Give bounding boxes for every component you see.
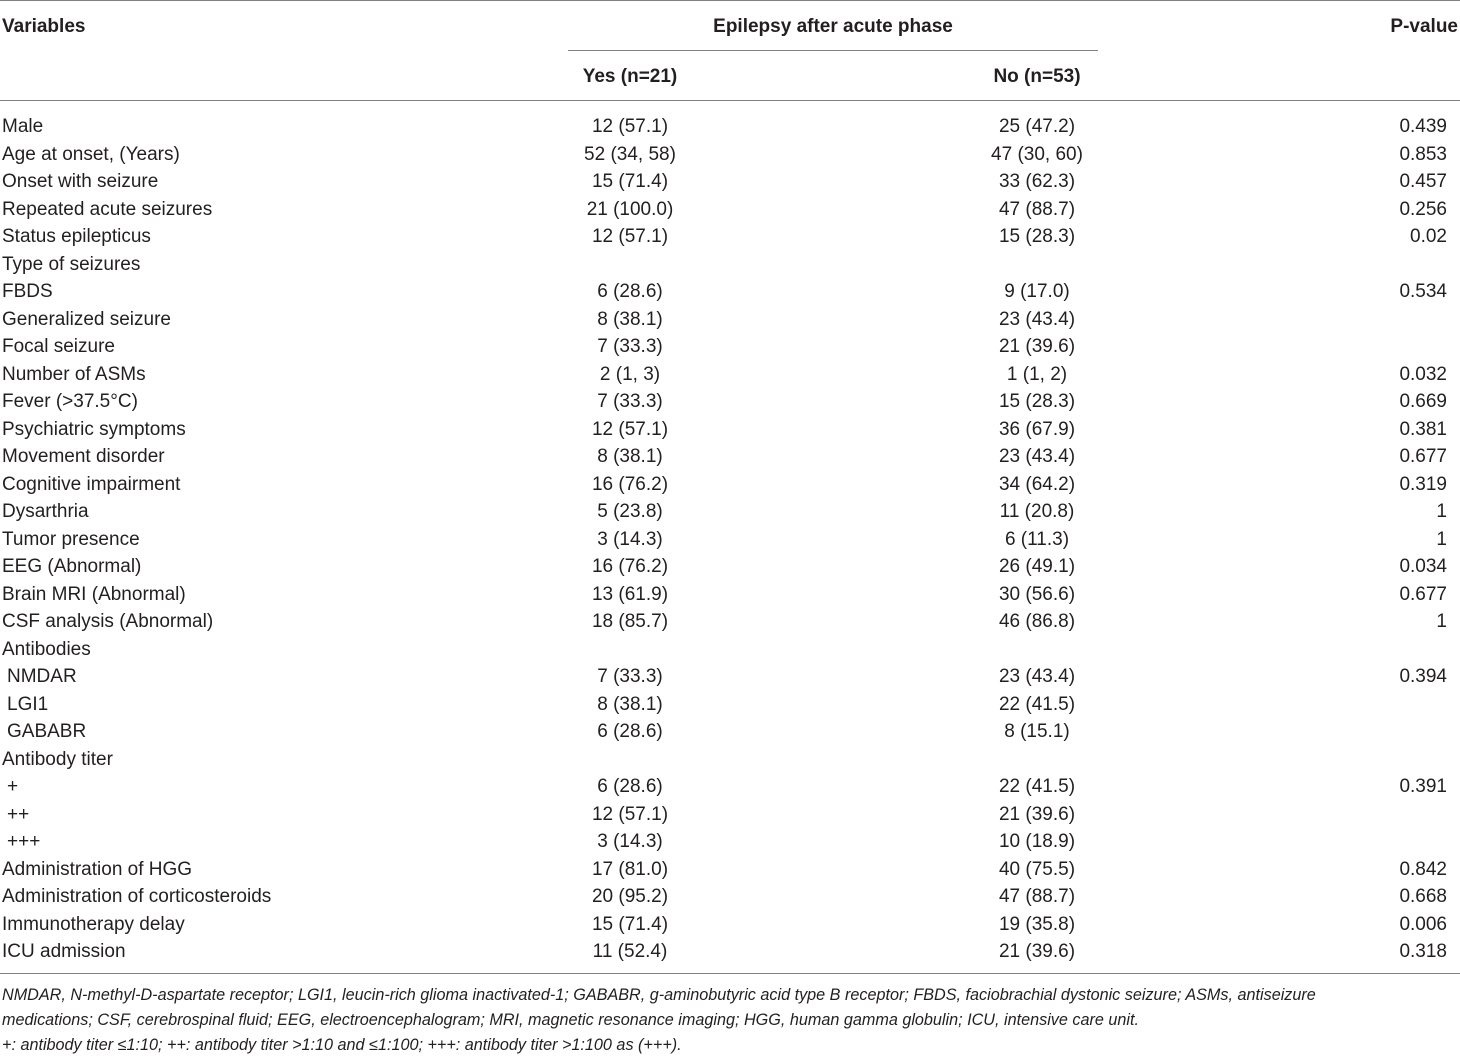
cell-no: 47 (30, 60)	[991, 143, 1083, 165]
cell-yes: 7 (33.3)	[597, 666, 663, 687]
cell-yes: 20 (95.2)	[591, 886, 669, 907]
table-row	[0, 498, 1460, 526]
cell-yes: 21 (100.0)	[586, 198, 674, 220]
table-row	[0, 608, 1460, 636]
cell-pvalue: 1	[1436, 611, 1447, 632]
cell-pvalue: 0.006	[1399, 913, 1447, 935]
table-row	[0, 333, 1460, 361]
cell-no: 19 (35.8)	[998, 913, 1076, 935]
cell-yes: 18 (85.7)	[591, 611, 669, 632]
row-label: EEG (Abnormal)	[2, 556, 142, 577]
cell-pvalue: 0.534	[1399, 281, 1447, 302]
row-label: Immunotherapy delay	[2, 913, 185, 935]
footnote-line: NMDAR, N-methyl-D-aspartate receptor; LGI1, leucin-rich glioma inactivated-1; GABABR, g-aminobutyric acid type B receptor; FBDS, faciobrachial dystonic seizure; ASMs, antiseizure	[2, 986, 1316, 1004]
row-label: Onset with seizure	[2, 171, 159, 192]
group-header-rule	[568, 50, 1098, 51]
cell-yes: 12 (57.1)	[591, 116, 669, 137]
row-label: Focal seizure	[2, 336, 115, 357]
row-label: Number of ASMs	[2, 363, 146, 385]
cell-yes: 17 (81.0)	[591, 858, 669, 880]
table-row	[0, 856, 1460, 884]
table-row	[0, 746, 1460, 774]
row-label: Age at onset, (Years)	[2, 143, 180, 165]
cell-pvalue: 0.842	[1399, 858, 1447, 880]
table-row	[0, 636, 1460, 664]
cell-yes: 16 (76.2)	[591, 473, 669, 495]
cell-no: 6 (11.3)	[1004, 528, 1070, 550]
cell-pvalue: 0.394	[1399, 666, 1447, 687]
table-row	[0, 828, 1460, 856]
cell-yes: 6 (28.6)	[597, 281, 663, 302]
cell-no: 21 (39.6)	[998, 336, 1076, 357]
cell-yes: 2 (1, 3)	[599, 363, 661, 385]
cell-pvalue: 1	[1436, 501, 1447, 522]
cell-yes: 7 (33.3)	[597, 336, 663, 357]
row-label: FBDS	[2, 281, 53, 302]
cell-yes: 16 (76.2)	[591, 556, 669, 577]
table-row	[0, 278, 1460, 306]
cell-yes: 6 (28.6)	[597, 721, 663, 742]
row-label: NMDAR	[7, 666, 77, 687]
cell-yes: 11 (52.4)	[592, 941, 668, 962]
table-row	[0, 168, 1460, 196]
table-row	[0, 251, 1460, 279]
cell-pvalue: 0.381	[1399, 418, 1447, 440]
table-row	[0, 388, 1460, 416]
cell-pvalue: 1	[1436, 528, 1447, 550]
table-footnotes	[2, 983, 1458, 1058]
header-group: Epilepsy after acute phase	[713, 16, 953, 37]
cell-no: 25 (47.2)	[998, 116, 1076, 137]
cell-yes: 12 (57.1)	[591, 226, 669, 247]
cell-yes: 6 (28.6)	[597, 776, 663, 797]
cell-pvalue: 0.318	[1399, 941, 1447, 962]
row-label: Male	[2, 116, 44, 137]
row-label: GABABR	[7, 721, 87, 742]
row-label: Administration of HGG	[2, 858, 193, 880]
table-row	[0, 773, 1460, 801]
row-label: +++	[7, 831, 41, 852]
table-row	[0, 223, 1460, 251]
row-label: Movement disorder	[2, 446, 165, 467]
table-row	[0, 526, 1460, 554]
footnote-line: medications; CSF, cerebrospinal fluid; EEG, electroencephalogram; MRI, magnetic resonance imaging; HGG, human gamma globulin; ICU, intensive care unit.	[2, 1011, 1139, 1029]
cell-yes: 7 (33.3)	[597, 391, 663, 412]
row-label: +	[7, 776, 19, 797]
cell-yes: 3 (14.3)	[597, 831, 663, 852]
row-label: Administration of corticosteroids	[2, 886, 272, 907]
cell-pvalue: 0.256	[1399, 198, 1447, 220]
table-row	[0, 361, 1460, 389]
cell-no: 22 (41.5)	[998, 693, 1076, 715]
cell-no: 26 (49.1)	[998, 556, 1076, 577]
cell-no: 15 (28.3)	[998, 391, 1076, 412]
table-row	[0, 718, 1460, 746]
row-label: Repeated acute seizures	[2, 198, 213, 220]
cell-pvalue: 0.02	[1410, 226, 1447, 247]
row-label: CSF analysis (Abnormal)	[2, 611, 214, 632]
cell-no: 9 (17.0)	[1004, 281, 1070, 302]
cell-no: 11 (20.8)	[999, 501, 1075, 522]
table-row	[0, 113, 1460, 141]
cell-pvalue: 0.034	[1399, 556, 1447, 577]
table-row	[0, 663, 1460, 691]
row-label: Antibody titer	[2, 748, 113, 770]
cell-no: 23 (43.4)	[998, 308, 1076, 330]
cell-no: 10 (18.9)	[998, 831, 1076, 852]
cell-pvalue: 0.677	[1399, 583, 1447, 605]
cell-pvalue: 0.032	[1399, 363, 1447, 385]
table-row	[0, 883, 1460, 911]
cell-pvalue: 0.853	[1399, 143, 1447, 165]
row-label: Generalized seizure	[2, 308, 171, 330]
table-row	[0, 911, 1460, 939]
cell-yes: 8 (38.1)	[597, 446, 663, 467]
cell-no: 33 (62.3)	[998, 171, 1076, 192]
row-label: Fever (>37.5°C)	[2, 391, 138, 412]
table-row	[0, 443, 1460, 471]
row-label: Tumor presence	[2, 528, 140, 550]
cell-yes: 12 (57.1)	[591, 418, 669, 440]
cell-yes: 8 (38.1)	[597, 693, 663, 715]
row-label: ICU admission	[2, 941, 126, 962]
table-row	[0, 196, 1460, 224]
cell-yes: 12 (57.1)	[591, 803, 669, 825]
row-label: Type of seizures	[2, 253, 141, 275]
table-row	[0, 581, 1460, 609]
cell-no: 34 (64.2)	[998, 473, 1076, 495]
cell-no: 36 (67.9)	[998, 418, 1076, 440]
row-label: Cognitive impairment	[2, 473, 181, 495]
cell-yes: 15 (71.4)	[591, 171, 669, 192]
cell-pvalue: 0.439	[1399, 116, 1447, 137]
cell-no: 40 (75.5)	[998, 858, 1076, 880]
table-row	[0, 801, 1460, 829]
header-bottom-rule	[0, 100, 1460, 101]
cell-no: 47 (88.7)	[998, 198, 1076, 220]
cell-pvalue: 0.669	[1399, 391, 1447, 412]
table-bottom-rule	[0, 973, 1460, 974]
table-row	[0, 306, 1460, 334]
cell-pvalue: 0.391	[1399, 776, 1447, 797]
cell-yes: 8 (38.1)	[597, 308, 663, 330]
cell-no: 47 (88.7)	[998, 886, 1076, 907]
table-row	[0, 141, 1460, 169]
header-variables: Variables	[2, 16, 86, 37]
header-yes: Yes (n=21)	[582, 66, 678, 87]
cell-no: 46 (86.8)	[998, 611, 1076, 632]
row-label: LGI1	[7, 693, 49, 715]
cell-yes: 15 (71.4)	[591, 913, 669, 935]
cell-no: 1 (1, 2)	[1006, 363, 1068, 385]
cell-pvalue: 0.668	[1399, 886, 1447, 907]
row-label: Dysarthria	[2, 501, 89, 522]
cell-pvalue: 0.319	[1399, 473, 1447, 495]
row-label: Brain MRI (Abnormal)	[2, 583, 186, 605]
cell-no: 30 (56.6)	[998, 583, 1076, 605]
table-row	[0, 416, 1460, 444]
row-label: Psychiatric symptoms	[2, 418, 186, 440]
table-body	[0, 113, 1460, 966]
cell-pvalue: 0.677	[1399, 446, 1447, 467]
cell-no: 21 (39.6)	[998, 803, 1076, 825]
row-label: ++	[7, 803, 30, 825]
cell-no: 23 (43.4)	[998, 666, 1076, 687]
table-row	[0, 691, 1460, 719]
cell-yes: 13 (61.9)	[591, 583, 669, 605]
cell-yes: 3 (14.3)	[597, 528, 663, 550]
cell-yes: 5 (23.8)	[597, 501, 663, 522]
table-row	[0, 553, 1460, 581]
table-row	[0, 471, 1460, 499]
row-label: Status epilepticus	[2, 226, 151, 247]
header-pvalue: P-value	[1390, 16, 1458, 37]
cell-yes: 52 (34, 58)	[584, 143, 676, 165]
row-label: Antibodies	[2, 638, 91, 660]
cell-no: 15 (28.3)	[998, 226, 1076, 247]
cell-no: 22 (41.5)	[998, 776, 1076, 797]
cell-no: 21 (39.6)	[998, 941, 1076, 962]
footnote-line: +: antibody titer ≤1:10; ++: antibody titer >1:10 and ≤1:100; +++: antibody titer >1:100 as (+++).	[2, 1036, 682, 1054]
table-row	[0, 938, 1460, 966]
cell-no: 23 (43.4)	[998, 446, 1076, 467]
header-no: No (n=53)	[993, 66, 1081, 87]
table-top-rule	[0, 0, 1460, 1]
cell-no: 8 (15.1)	[1004, 721, 1070, 742]
cell-pvalue: 0.457	[1399, 171, 1447, 192]
